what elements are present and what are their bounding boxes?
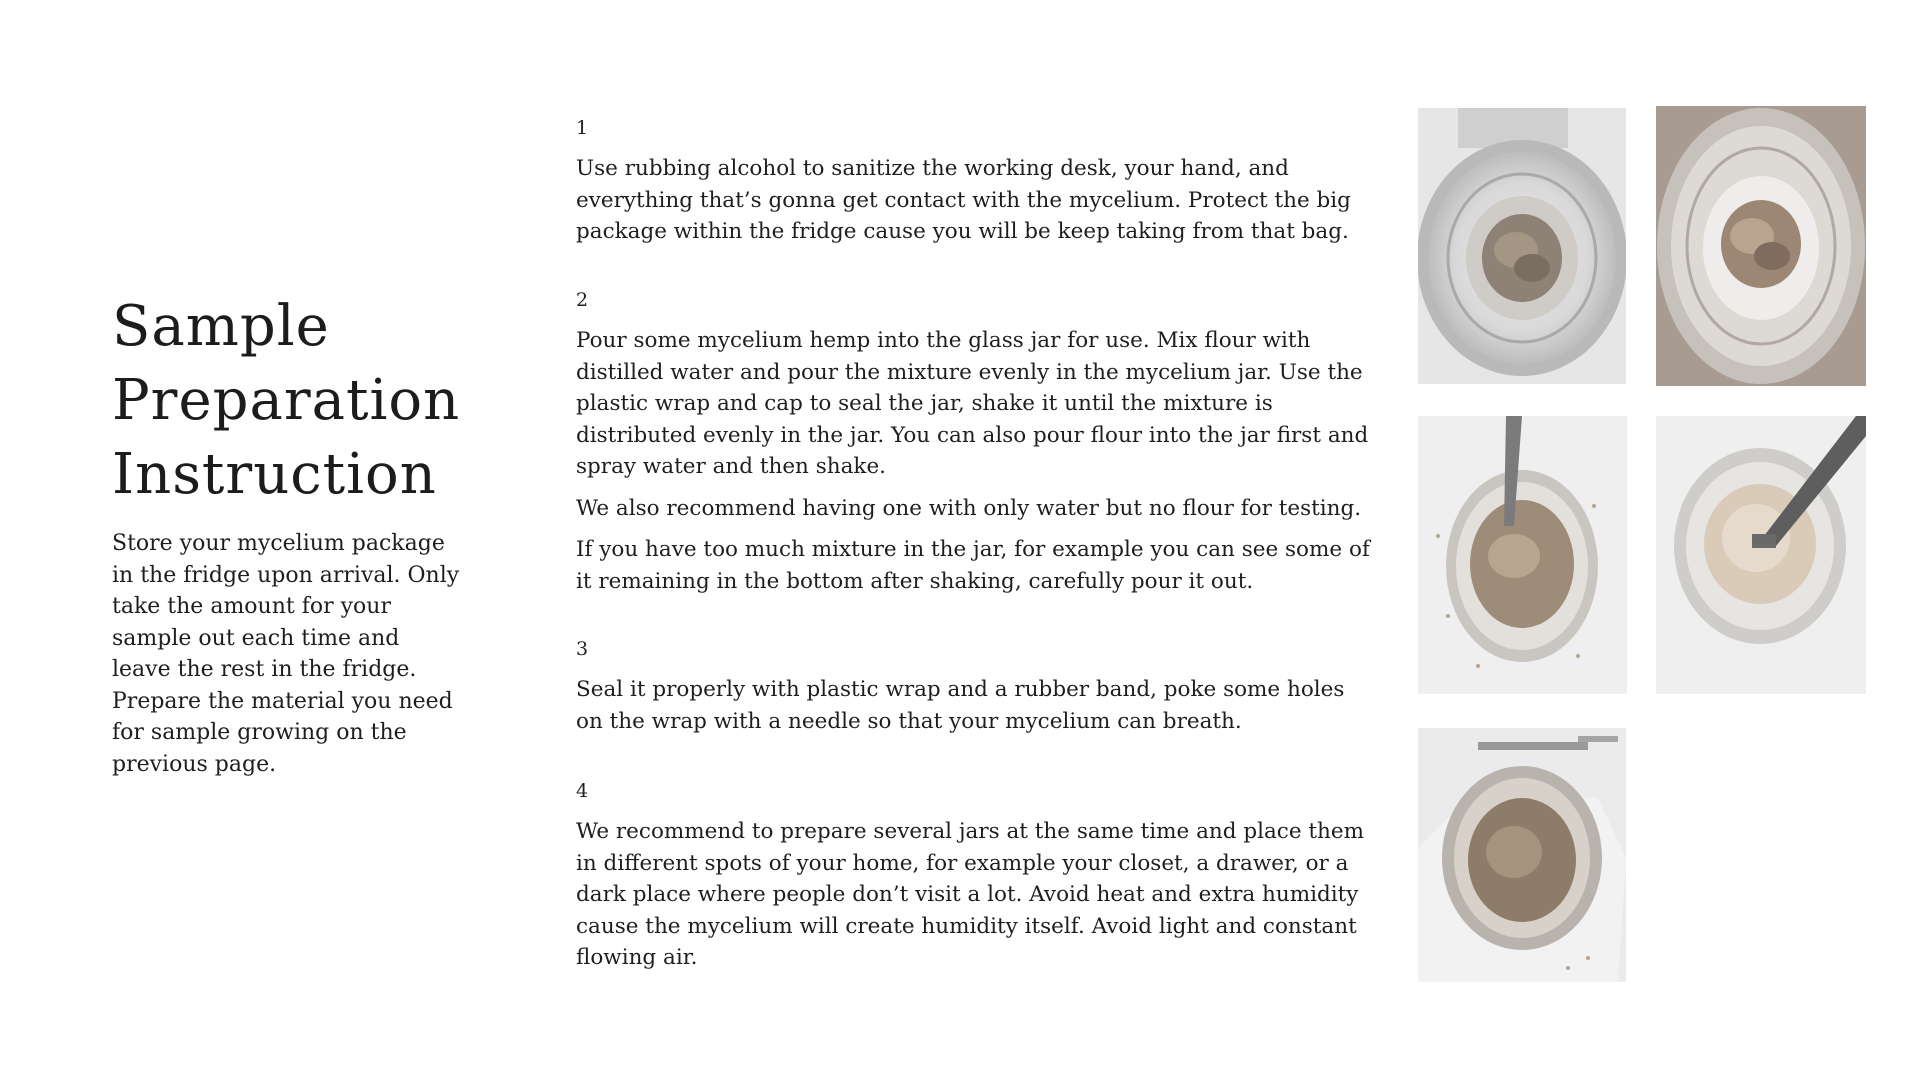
step-number: 1: [576, 117, 589, 139]
photo-jar-sealed-wrap: [1418, 728, 1626, 982]
step-text: We also recommend having one with only water but no flour for testing.: [576, 495, 1362, 521]
step-number: 2: [576, 289, 589, 311]
photo-jar-dry-hemp: [1418, 108, 1626, 384]
step-text: Use rubbing alcohol to sanitize the working desk, your hand, and everything that’s gonna get contact with the mycelium. Protect the big package within the fridge cause you will be keep taking from that bag.: [576, 156, 1351, 244]
step-number: 3: [576, 638, 589, 660]
intro-text: Store your mycelium package in the fridge upon arrival. Only take the amount for your sample out each time and leave the rest in the fridge. Prepare the material you need for sample growing on the previous page.: [112, 531, 460, 777]
photo-jar-flour-mixture: [1656, 416, 1866, 694]
page-title: Sample Preparation Instruction: [112, 294, 461, 507]
step-4: [576, 779, 1376, 974]
step-1: [576, 116, 1376, 248]
step-text: If you have too much mixture in the jar, for example you can see some of it remaining in the bottom after shaking, carefully pour it out.: [576, 537, 1370, 594]
step-text: Seal it properly with plastic wrap and a rubber band, poke some holes on the wrap with a needle so that your mycelium can breath.: [576, 677, 1345, 734]
step-3: [576, 637, 1376, 737]
step-text: Pour some mycelium hemp into the glass jar for use. Mix flour with distilled water and pour the mixture evenly in the mycelium jar. Use the plastic wrap and cap to seal the jar, shake it until the mixture is distributed evenly in the jar. You can also pour flour into the jar first and spray water and then shake.: [576, 328, 1369, 479]
photo-jar-mixing-spoon: [1418, 416, 1627, 694]
photo-jar-hemp-closeup: [1656, 106, 1866, 386]
step-text: We recommend to prepare several jars at the same time and place them in different spots of your home, for example your closet, a drawer, or a dark place where people don’t visit a lot. Avoid heat and extra humidity cause the mycelium will create humidity itself. Avoid light and constant flowing air.: [576, 819, 1365, 970]
step-number: 4: [576, 780, 589, 802]
step-2: [576, 288, 1376, 597]
